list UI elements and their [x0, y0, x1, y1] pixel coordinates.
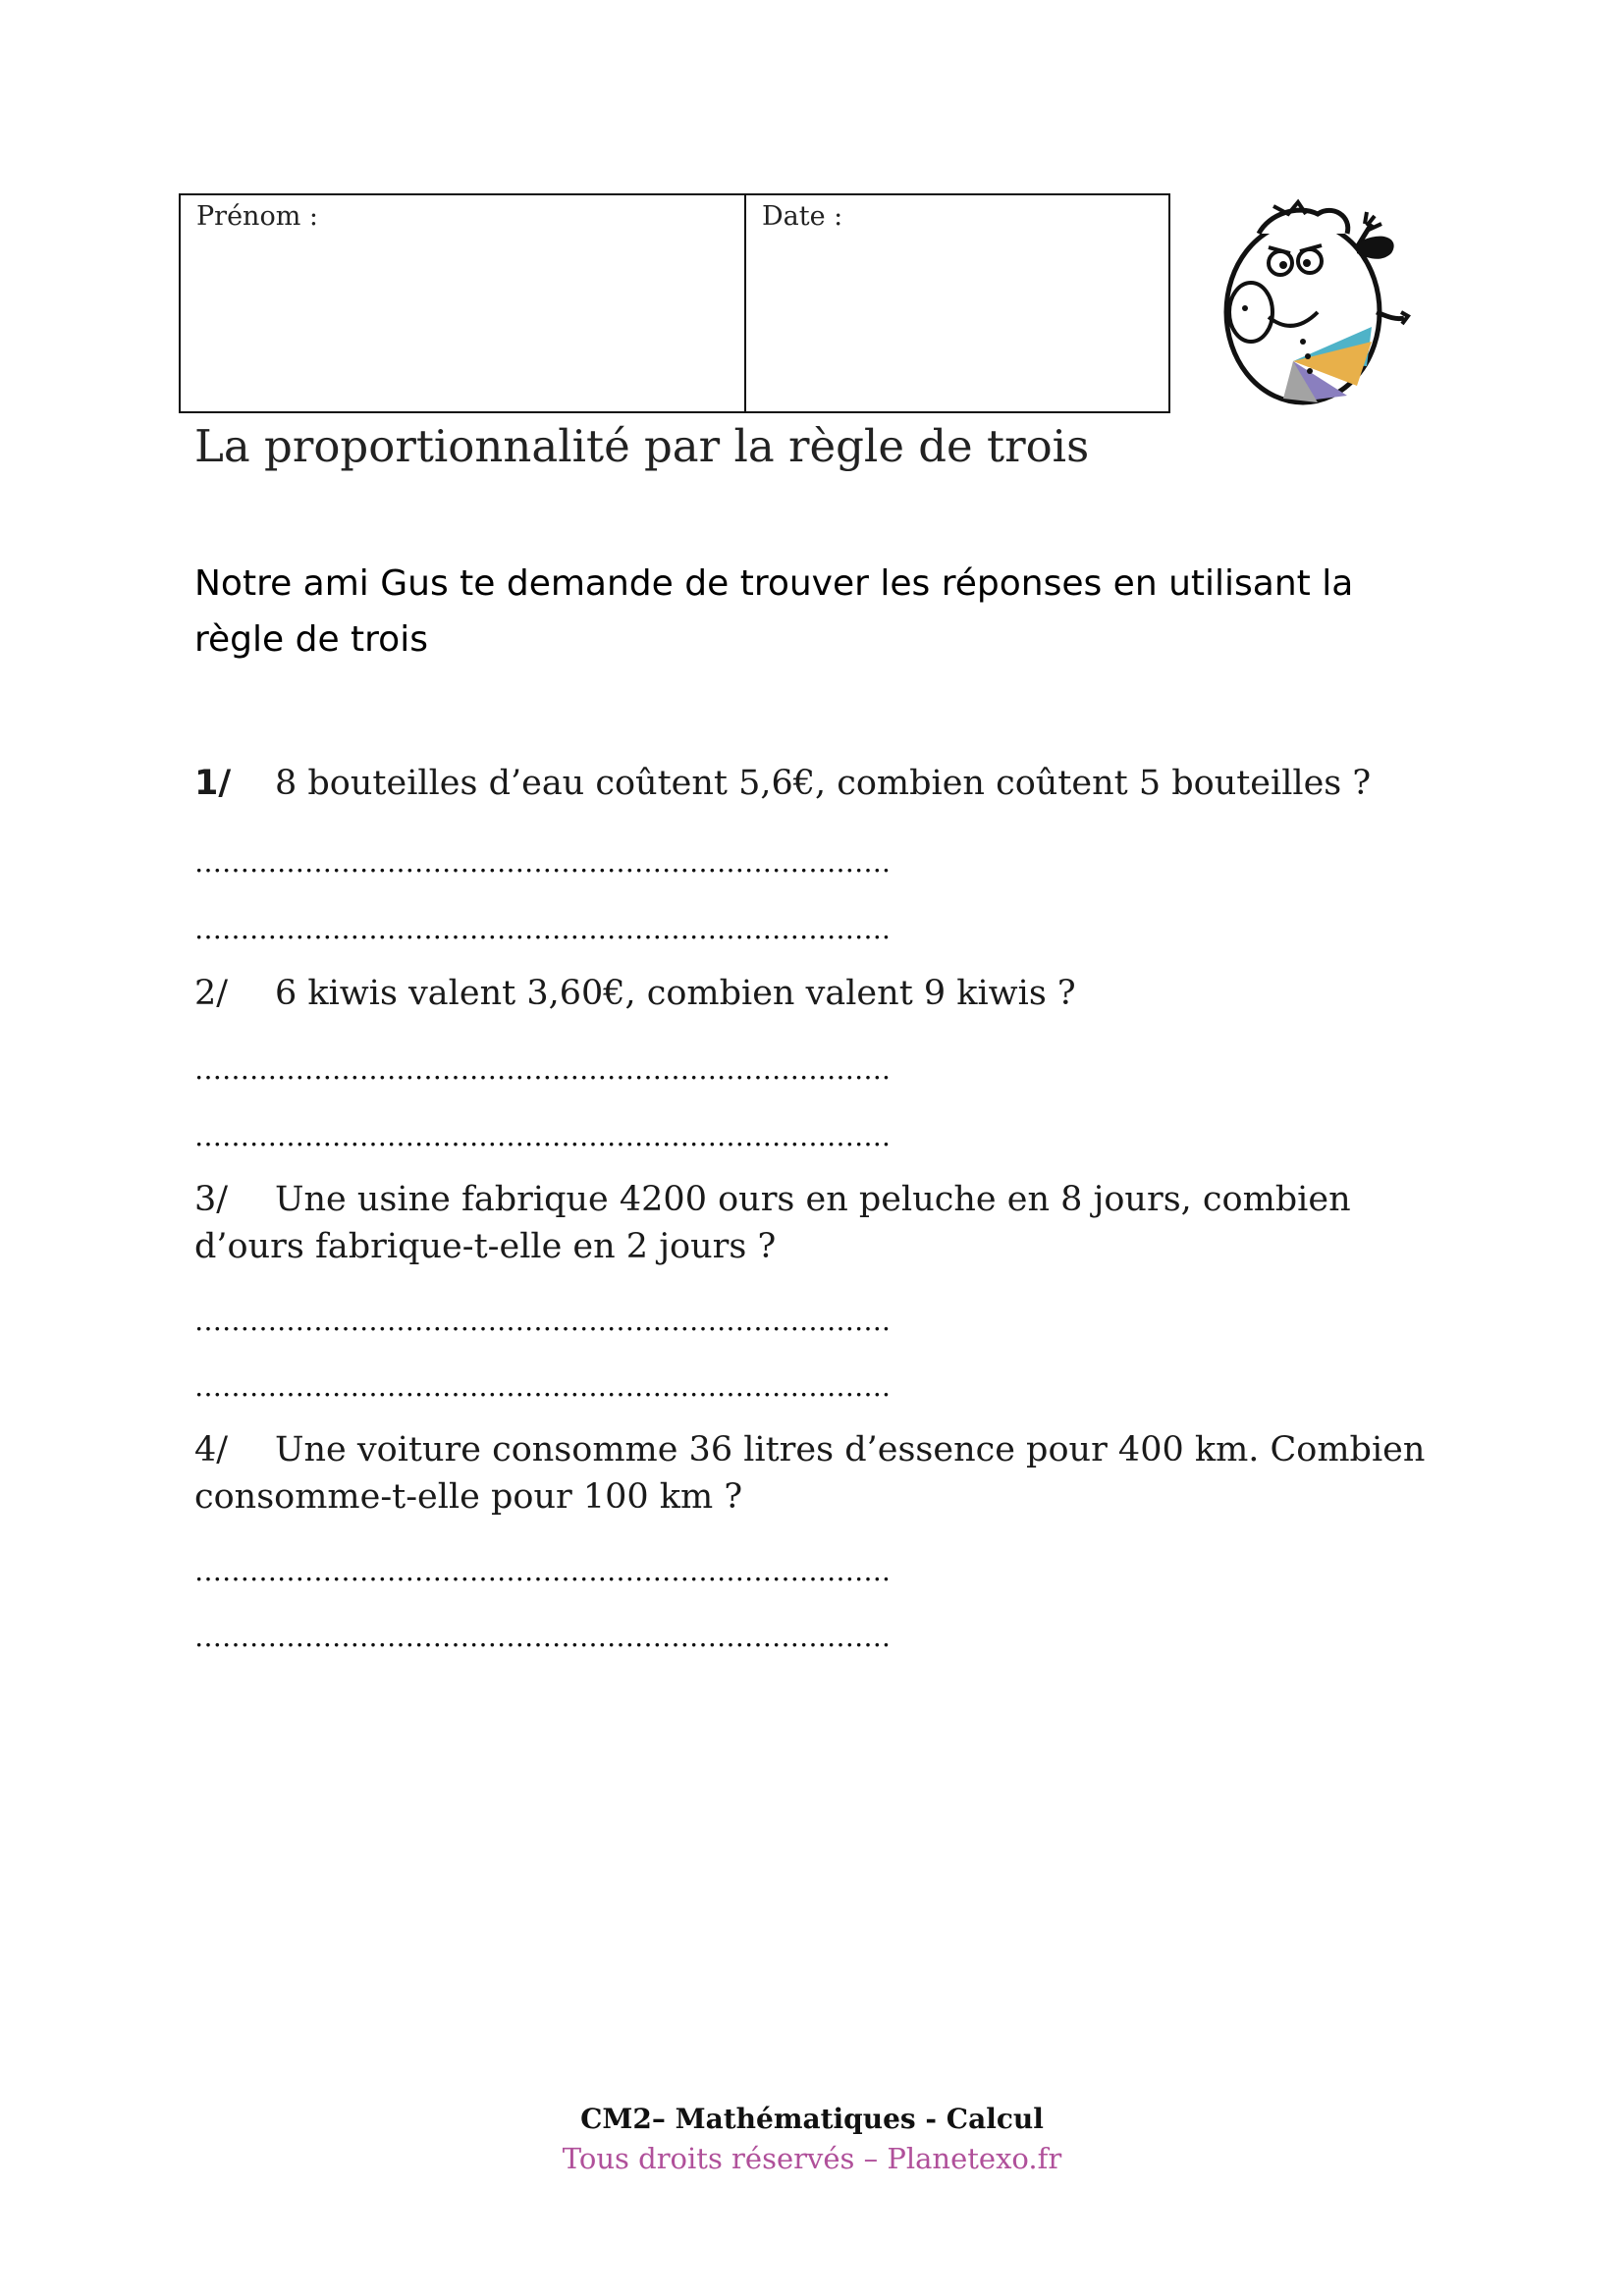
question-4: [194, 1430, 1425, 1469]
answer-line[interactable]: ………………………………………………………………….: [194, 1555, 891, 1587]
question-number: 2/: [194, 974, 229, 1013]
question-2: [194, 974, 1076, 1013]
answer-line[interactable]: ………………………………………………………………….: [194, 1370, 891, 1403]
date-label: Date :: [762, 201, 843, 232]
footer-copyright: Tous droits réservés – Planetexo.fr: [562, 2142, 1062, 2175]
instructions: Notre ami Gus te demande de trouver les réponses en utilisant la règle de trois: [194, 563, 1354, 660]
answer-line[interactable]: ………………………………………………………………….: [194, 846, 891, 879]
question-number: 3/: [194, 1180, 229, 1219]
question-text: Une voiture consomme 36 litres d’essence pour 400 km. Combien: [275, 1430, 1426, 1469]
date-field[interactable]: [746, 195, 1168, 411]
footer-subject: CM2– Mathématiques - Calcul: [580, 2103, 1044, 2135]
student-info-box: [179, 193, 1170, 413]
gus-mascot-icon: [1200, 194, 1412, 412]
answer-line[interactable]: ………………………………………………………………….: [194, 913, 891, 945]
page-title: La proportionnalité par la règle de trois: [194, 420, 1090, 472]
name-label: Prénom :: [196, 201, 318, 232]
name-field[interactable]: [181, 195, 746, 411]
question-continuation: d’ours fabrique-t-elle en 2 jours ?: [194, 1227, 777, 1266]
question-number: 4/: [194, 1430, 229, 1469]
answer-line[interactable]: ………………………………………………………………….: [194, 1305, 891, 1337]
question-1: [194, 764, 1371, 803]
answer-line[interactable]: ………………………………………………………………….: [194, 1621, 891, 1653]
question-number: 1/: [194, 764, 232, 803]
question-3: [194, 1180, 1351, 1219]
question-text: 8 bouteilles d’eau coûtent 5,6€, combien coûtent 5 bouteilles ?: [275, 764, 1372, 803]
answer-line[interactable]: ………………………………………………………………….: [194, 1120, 891, 1152]
question-text: Une usine fabrique 4200 ours en peluche en 8 jours, combien: [275, 1180, 1351, 1219]
question-continuation: consomme-t-elle pour 100 km ?: [194, 1477, 743, 1517]
answer-line[interactable]: ………………………………………………………………….: [194, 1053, 891, 1086]
question-text: 6 kiwis valent 3,60€, combien valent 9 kiwis ?: [275, 974, 1076, 1013]
